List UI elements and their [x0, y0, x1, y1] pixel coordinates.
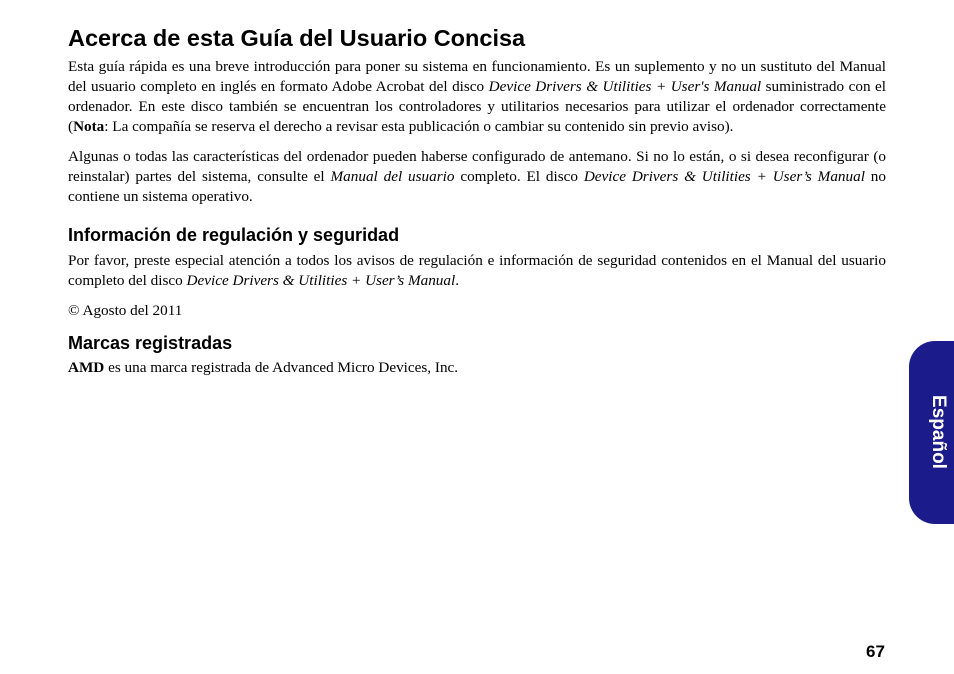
- intro-p1-note-label: Nota: [73, 118, 105, 136]
- regulation-text-a: Por favor, preste especial atención a todos los avisos de regulación e información de seguridad contenidos en el Manual del usuario completo del disco: [68, 251, 886, 289]
- intro-p1-disc-name: Device Drivers & Utilities + User's Manual: [488, 78, 762, 96]
- regulation-paragraph: [68, 251, 886, 291]
- intro-p2-manual-name: Manual del usuario: [330, 168, 455, 186]
- intro-paragraph-2: [68, 147, 886, 207]
- intro-p2-text-b: completo. El disco: [454, 168, 584, 186]
- trademarks-text: es una marca registrada de Advanced Micro Devices, Inc.: [104, 359, 459, 377]
- intro-p2-disc-name: Device Drivers & Utilities + User’s Manual: [583, 168, 865, 186]
- regulation-disc-name: Device Drivers & Utilities + User’s Manual: [186, 271, 456, 289]
- language-tab-label: Español: [928, 395, 949, 469]
- intro-p1-text-b: suministrado con el ordenador. En este disco también se encuentran los controladores y utilitarios necesarios para utilizar el ordenador correctamente (: [68, 78, 886, 136]
- intro-p1-text-a: Esta guía rápida es una breve introducción para poner su sistema en funcionamiento. Es un suplemento y no un sustituto del Manual del usuario completo en inglés en formato Adobe Acrobat del disco: [68, 58, 886, 96]
- intro-p2-text-a: Algunas o todas las características del ordenador pueden haberse configurado de antemano. Si no lo están, o si desea reconfigurar (o reinstalar) partes del sistema, consulte el: [68, 148, 886, 186]
- regulation-heading: Información de regulación y seguridad: [68, 225, 400, 246]
- intro-paragraph-1: [68, 57, 886, 137]
- intro-p2-text-c: no contiene un sistema operativo.: [68, 168, 886, 206]
- page-content: [68, 24, 886, 388]
- regulation-text-b: .: [455, 271, 460, 289]
- copyright-line: © Agosto del 2011: [68, 301, 183, 319]
- page-number: 67: [866, 642, 885, 661]
- trademarks-heading: Marcas registradas: [68, 332, 233, 353]
- trademarks-paragraph: [68, 358, 886, 378]
- page-title: Acerca de esta Guía del Usuario Concisa: [68, 25, 526, 51]
- trademark-amd: AMD: [68, 359, 105, 377]
- intro-p1-text-c: : La compañía se reserva el derecho a revisar esta publicación o cambiar su contenido sin previo aviso).: [104, 118, 734, 136]
